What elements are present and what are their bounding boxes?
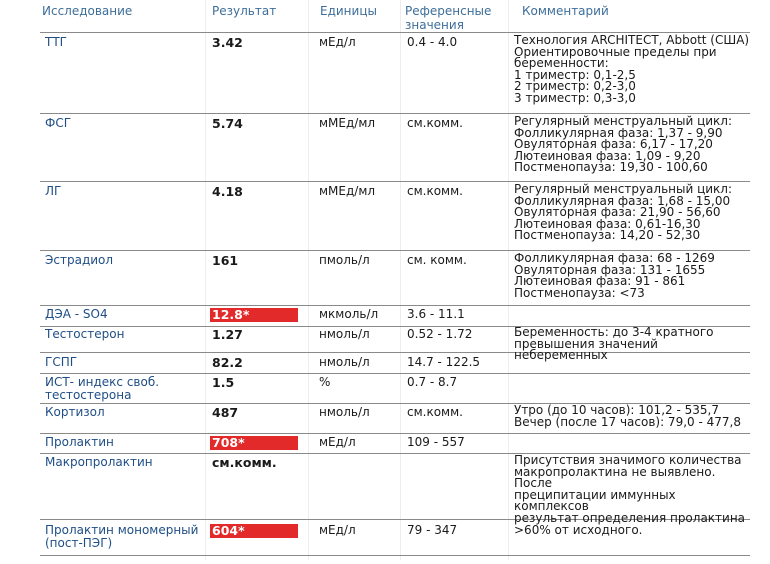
header-comment: Комментарий — [522, 4, 609, 18]
comment-line: Фолликулярная фаза: 68 - 1269 — [514, 251, 715, 265]
reference-range: см.комм. — [407, 116, 463, 130]
test-name: Тестостерон — [45, 327, 125, 341]
comment-line: превышения значений небеременных — [514, 336, 658, 363]
table-header — [0, 0, 770, 32]
comment — [514, 253, 754, 299]
test-name: ЛГ — [45, 184, 62, 198]
reference-range: 109 - 557 — [407, 435, 465, 449]
comment-line: макропролактина не выявлено. После — [514, 464, 716, 491]
test-name: ТТГ — [45, 35, 67, 49]
header-test: Исследование — [42, 4, 133, 18]
flagged-result: 708* — [210, 436, 298, 450]
comment-line: Постменопауза: <73 — [514, 285, 645, 300]
comment-line: 1 триместр: 0,1-2,5 — [514, 67, 636, 82]
reference-range: 3.6 - 11.1 — [407, 307, 465, 321]
units: пмоль/л — [319, 253, 370, 267]
header-reference: Референсные значения — [405, 4, 492, 32]
result-value: 487 — [212, 405, 239, 420]
result-value: 3.42 — [212, 35, 243, 50]
row-separator — [40, 373, 750, 374]
units: нмоль/л — [319, 355, 370, 369]
result-value: 161 — [212, 253, 239, 268]
units: мМЕд/мл — [319, 184, 376, 198]
reference-range: 0.52 - 1.72 — [407, 327, 473, 341]
result-value: 5.74 — [212, 116, 243, 131]
comment-line: беременности: — [514, 56, 609, 71]
reference-range: см.комм. — [407, 184, 463, 198]
reference-range: 0.4 - 4.0 — [407, 35, 458, 49]
comment-line: Овуляторная фаза: 6,17 - 17,20 — [514, 137, 713, 152]
reference-range: 79 - 347 — [407, 523, 458, 537]
comment — [514, 116, 754, 174]
comment-line: Присутствия значимого количества — [514, 453, 742, 467]
test-name: ФСГ — [45, 116, 72, 130]
result-value: 1.5 — [212, 375, 235, 390]
comment-line: Утро (до 10 часов): 101,2 - 535,7 — [514, 403, 719, 417]
row-separator — [40, 305, 750, 306]
test-name: Пролактин — [45, 435, 114, 449]
comment-line: Вечер (после 17 часов): 79,0 - 477,8 — [514, 414, 741, 429]
comment — [514, 455, 754, 536]
comment-line: результат определения пролактина — [514, 510, 746, 525]
units: мЕд/л — [319, 435, 356, 449]
comment — [514, 405, 754, 428]
result-value: 82.2 — [212, 355, 243, 370]
column-divider — [205, 0, 206, 560]
comment-line: 2 триместр: 0,2-3,0 — [514, 79, 636, 94]
test-name: Пролактин мономерный (пост-ПЭГ) — [45, 523, 199, 550]
units: % — [319, 375, 331, 389]
comment-line: преципитации иммунных комплексов — [514, 487, 676, 514]
flagged-result: 604* — [210, 524, 298, 538]
column-divider — [508, 0, 509, 560]
header-units: Единицы — [320, 4, 377, 18]
comment-line: Ориентировочные пределы при — [514, 44, 717, 59]
comment-line: Лютеиновая фаза: 1,09 - 9,20 — [514, 148, 701, 163]
reference-range: см. комм. — [407, 253, 467, 267]
comment-line: Лютеиновая фаза: 91 - 861 — [514, 274, 686, 289]
comment-line: Беременность: до 3-4 кратного — [514, 325, 714, 339]
result-value: 1.27 — [212, 327, 243, 342]
test-name: Макропролактин — [45, 455, 153, 469]
comment-line: Овуляторная фаза: 131 - 1655 — [514, 262, 706, 277]
comment-line: Фолликулярная фаза: 1,37 - 9,90 — [514, 125, 723, 140]
comment-line: >60% от исходного. — [514, 522, 643, 537]
comment — [514, 184, 754, 242]
units: мкмоль/л — [319, 307, 379, 321]
comment — [514, 35, 754, 105]
result-value: см.комм. — [212, 455, 277, 470]
test-name: ДЭА - SO4 — [45, 307, 108, 321]
test-name: Кортизол — [45, 405, 105, 419]
comment-line: 3 триместр: 0,3-3,0 — [514, 90, 636, 105]
comment-line: Овуляторная фаза: 21,90 - 56,60 — [514, 205, 721, 220]
comment-line: Постменопауза: 19,30 - 100,60 — [514, 160, 708, 175]
comment-line: Регулярный менструальный цикл: — [514, 182, 733, 196]
test-name: Эстрадиол — [45, 253, 114, 267]
comment-line: Фолликулярная фаза: 1,68 - 15,00 — [514, 193, 731, 208]
comment-line: Технология ARCHITECT, Abbott (США) — [514, 33, 750, 47]
result-value: 4.18 — [212, 184, 243, 199]
column-divider — [400, 0, 401, 560]
comment-line: Регулярный менструальный цикл: — [514, 114, 733, 128]
row-separator — [40, 433, 750, 434]
flagged-result: 12.8* — [210, 308, 298, 322]
units: нмоль/л — [319, 405, 370, 419]
units: мЕд/л — [319, 35, 356, 49]
comment-line: Постменопауза: 14,20 - 52,30 — [514, 228, 701, 243]
reference-range: 14.7 - 122.5 — [407, 355, 481, 369]
header-result: Результат — [212, 4, 277, 18]
units: мЕд/л — [319, 523, 356, 537]
test-name: ИСТ- индекс своб. тестостерона — [45, 375, 160, 402]
test-name: ГСПГ — [45, 355, 78, 369]
reference-range: см.комм. — [407, 405, 463, 419]
units: мМЕд/мл — [319, 116, 376, 130]
units: нмоль/л — [319, 327, 370, 341]
row-separator — [40, 555, 750, 556]
comment-line: Лютеиновая фаза: 0,61-16,30 — [514, 216, 701, 231]
reference-range: 0.7 - 8.7 — [407, 375, 458, 389]
column-divider — [308, 0, 309, 560]
comment — [514, 327, 754, 362]
